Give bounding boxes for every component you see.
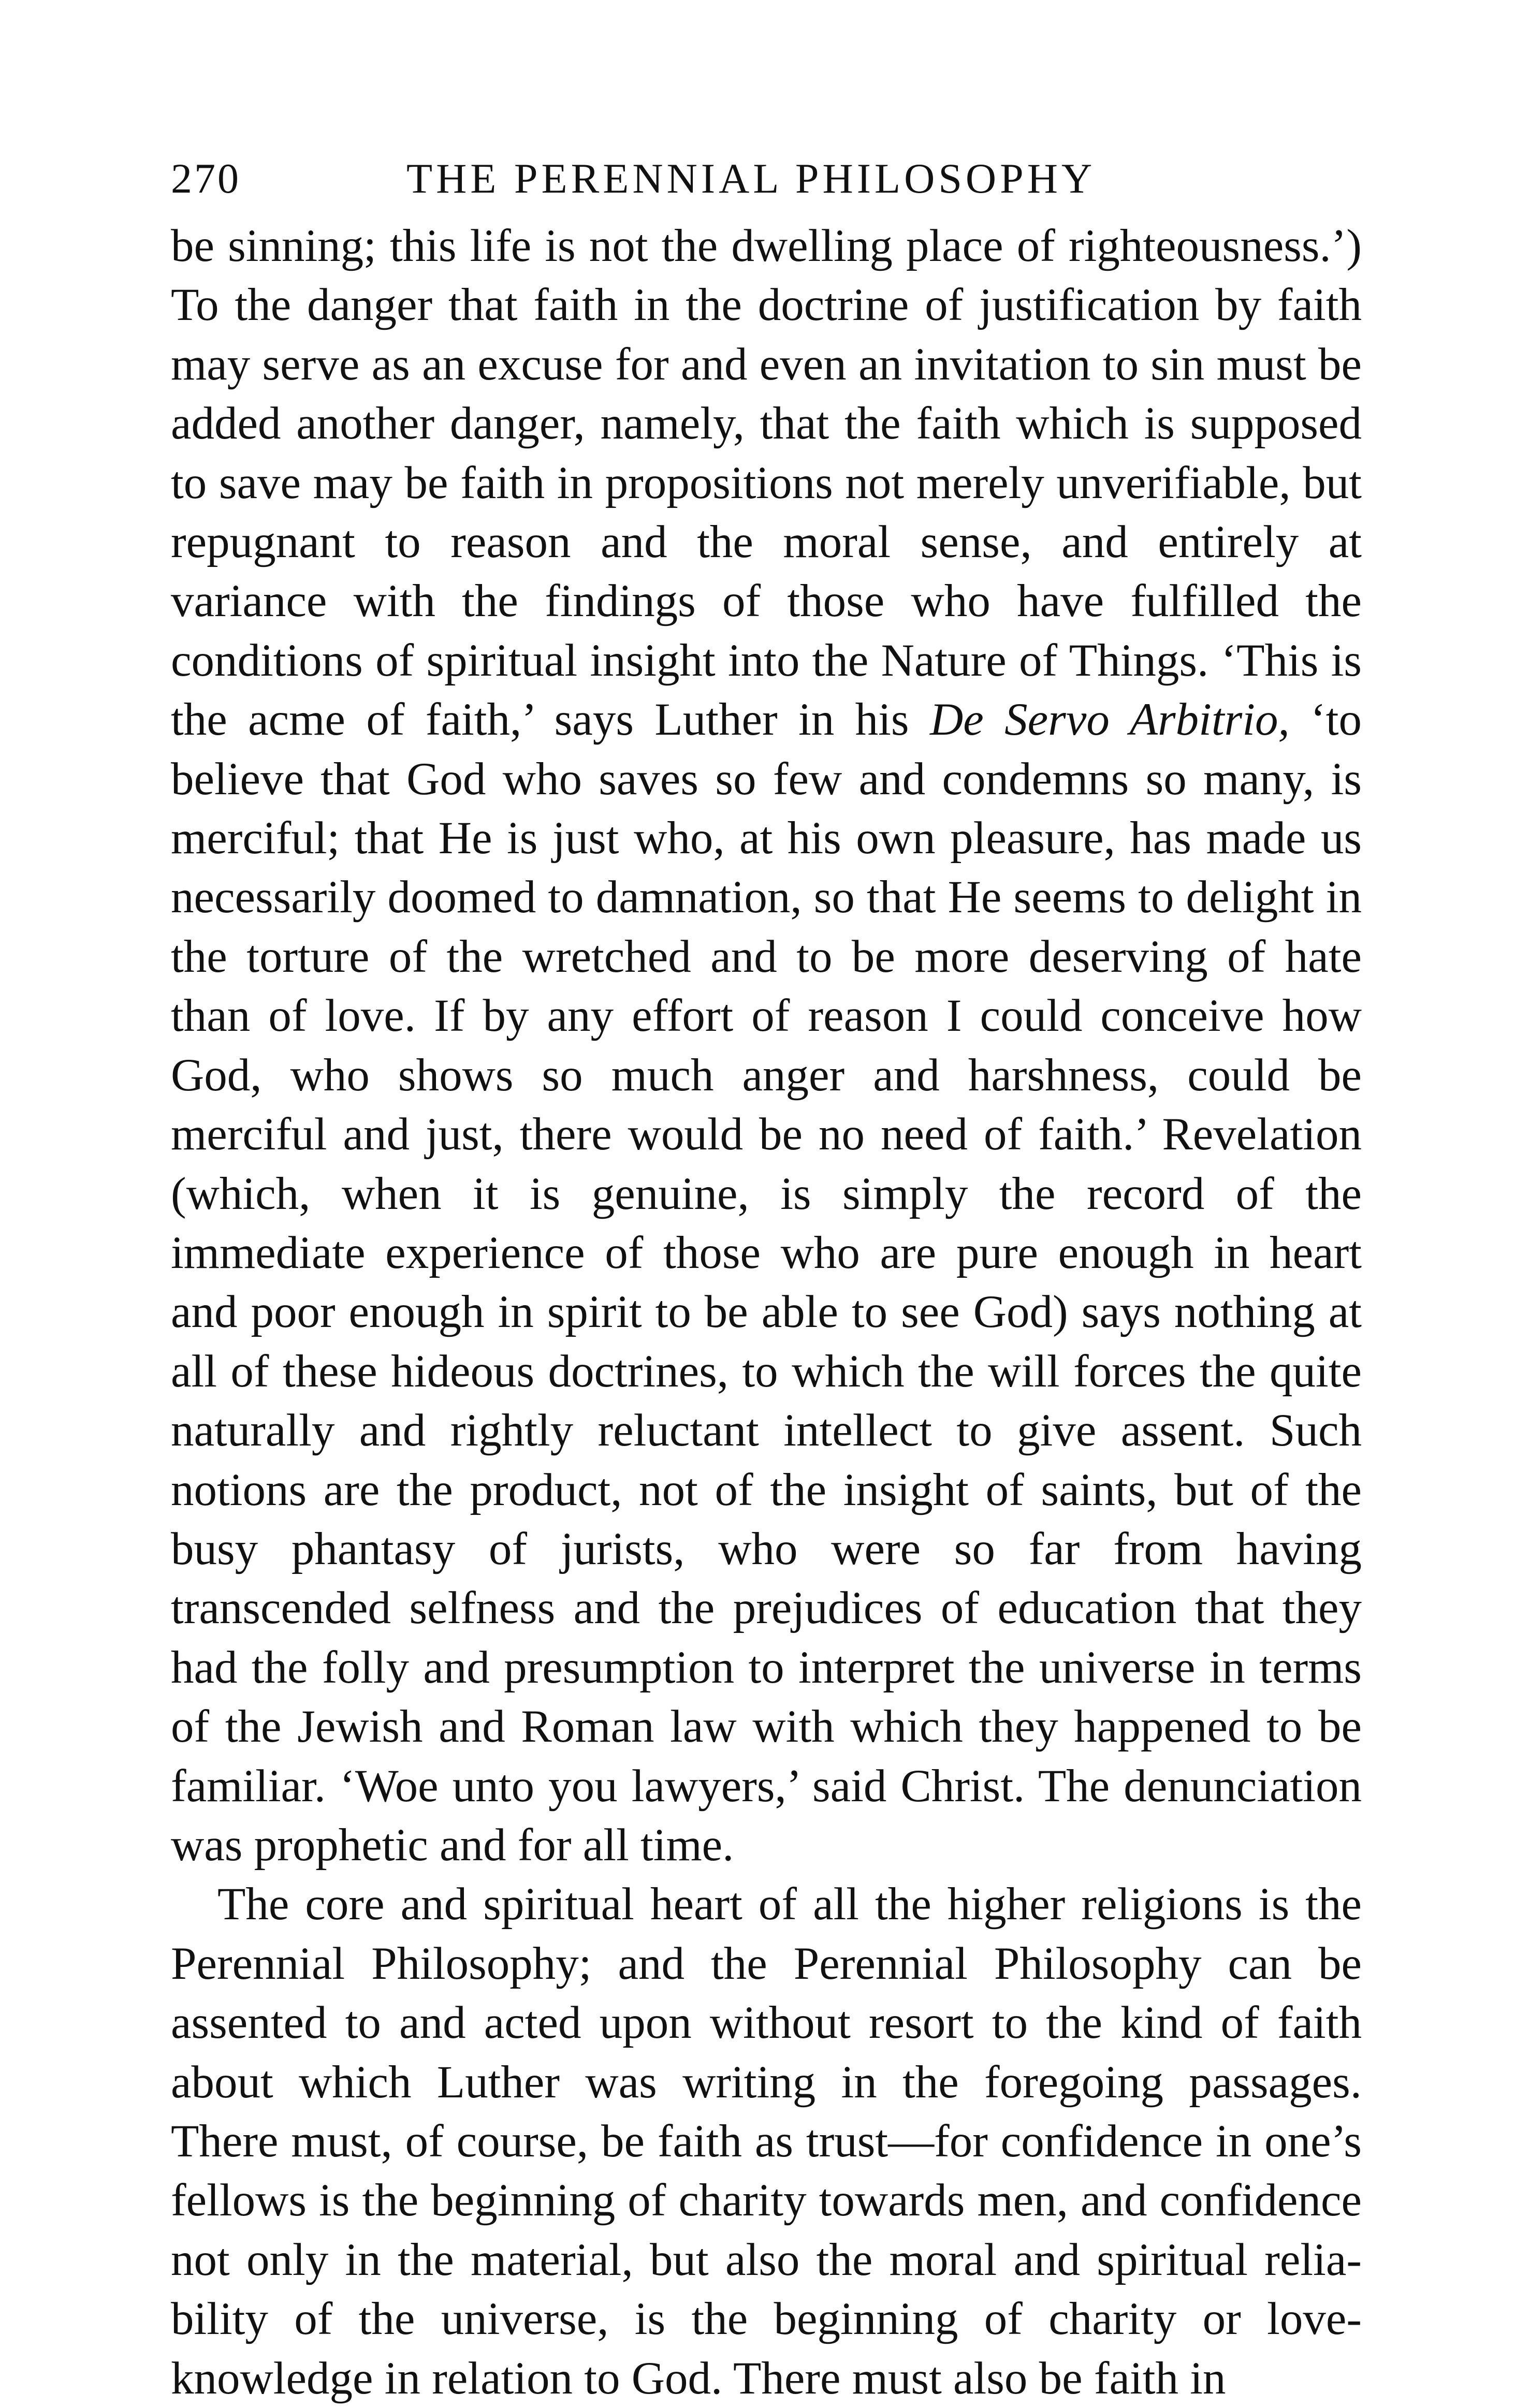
paragraph-2-text-1: The core and spiritual heart of all the higher religions is the Perennial Philosophy; and the Perennial Philosophy can be assented to and acted upon without resort to the kind of faith about which Luther was writing in the foregoing passages. There must, of course, be faith as trust—for confidence in one’s fellows is the beginning of charity towards men, and confidence not only in the material, but also the moral and spiritual reliability of the universe, is the beginning of charity or loveknowledge in relation to God. There must also be faith in <box>171 1879 1362 2404</box>
running-head <box>171 150 1362 207</box>
body-text <box>171 216 1362 2408</box>
paragraph-2 <box>171 1875 1362 2408</box>
italic-book-title: De Servo Arbitrio, <box>929 694 1290 746</box>
page-number: 270 <box>171 155 241 202</box>
paragraph-1-text-2: ‘to believe that God who saves so few and condemns so many, is merciful; that He is just who, at his own pleasure, has made us necessarily doomed to damnation, so that He seems to delight in the torture of the wretched and to be more deserving of hate than of love. If by any effort of reason I could conceive how God, who shows so much anger and harshness, could be merciful and just, there would be no need of faith.’ Revelation (which, when it is genuine, is simply the record of the immediate experience of those who are pure enough in heart and poor enough in spirit to be able to see God) says nothing at all of these hideous doctrines, to which the will forces the quite naturally and rightly reluctant intellect to give assent. Such notions are the product, not of the insight of saints, but of the busy phantasy of jurists, who were so far from having transcended selfness and the prejudices of education that they had the folly and presumption to interpret the universe in terms of the Jewish and Roman law with which they happened to be familiar. ‘Woe unto you lawyers,’ said Christ. The denunciation was prophetic and for all time. <box>171 694 1362 1871</box>
paragraph-1 <box>171 216 1362 1875</box>
paragraph-1-text-1: be sinning; this life is not the dwelling place of righteousness.’) To the danger that faith in the doctrine of justification by faith may serve as an excuse for and even an invitation to sin must be added another danger, namely, that the faith which is supposed to save may be faith in propositions not merely unverifiable, but repugnant to reason and the moral sense, and entirely at variance with the findings of those who have fulfilled the conditions of spiritual insight into the Nature of Things. ‘This is the acme of faith,’ says Luther in his <box>171 221 1362 746</box>
book-title: THE PERENNIAL PHILOSOPHY <box>406 155 1096 202</box>
